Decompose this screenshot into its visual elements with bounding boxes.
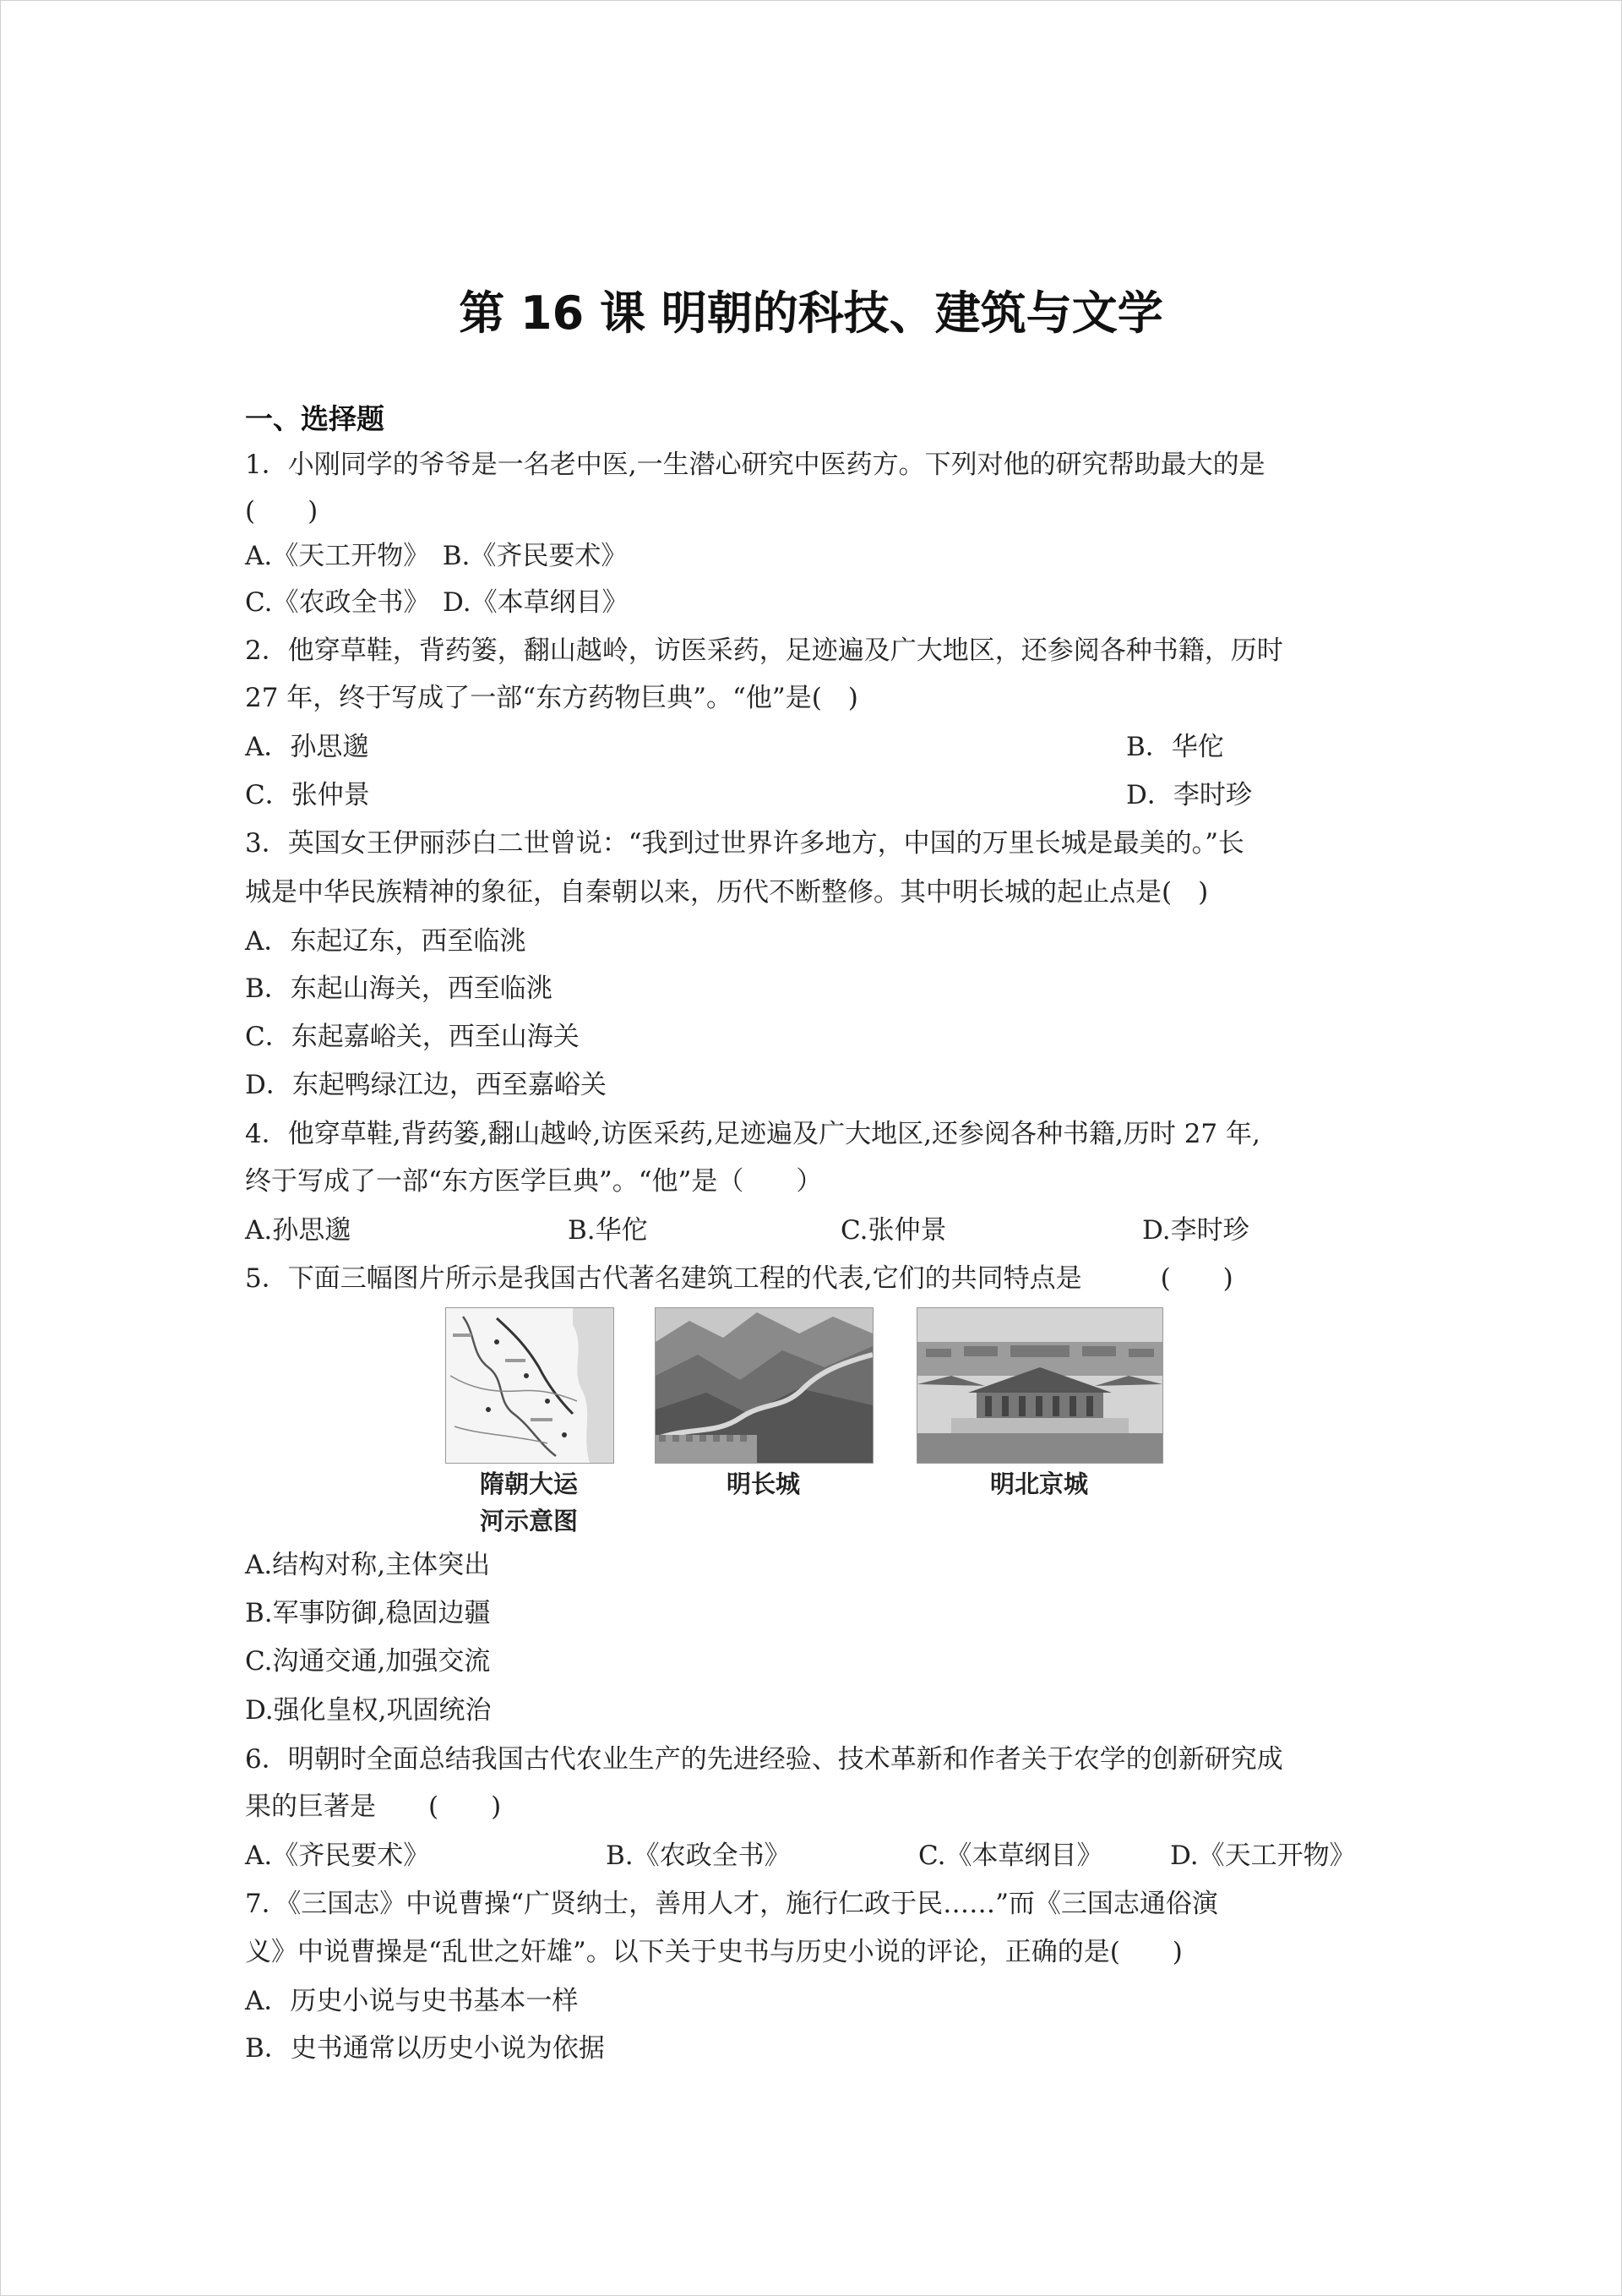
q6-option-d: D.《天工开物》 bbox=[1170, 1841, 1356, 1871]
q6-stem-line-2: 果的巨著是 ( ) bbox=[245, 1792, 502, 1822]
q3-stem-line-2: 城是中华民族精神的象征，自秦朝以来，历代不断整修。其中明长城的起止点是( ) bbox=[245, 877, 1209, 908]
q5-option-b: B.军事防御,稳固边疆 bbox=[245, 1598, 491, 1628]
q4-option-a: A.孙思邈 bbox=[245, 1215, 351, 1246]
great-wall-caption: 明长城 bbox=[726, 1470, 800, 1498]
q6-option-c: C.《本草纲目》 bbox=[918, 1841, 1103, 1871]
q2-stem-line-1: 2．他穿草鞋，背药篓，翻山越岭，访医采药，足迹遍及广大地区，还参阅各种书籍，历时 bbox=[245, 635, 1283, 666]
q2-option-d: D．李时珍 bbox=[1126, 780, 1252, 810]
q1-stem-line-1: 1．小刚同学的爷爷是一名老中医,一生潜心研究中医药方。下列对他的研究帮助最大的是 bbox=[245, 450, 1265, 480]
q4-option-c: C.张仲景 bbox=[841, 1215, 947, 1246]
q7-stem-line-1: 7．《三国志》中说曹操“广贤纳士，善用人才，施行仁政于民……”而《三国志通俗演 bbox=[245, 1889, 1218, 1919]
q1-options-line-1: A.《天工开物》 B.《齐民要术》 bbox=[245, 541, 628, 571]
q4-stem-line-1: 4．他穿草鞋,背药篓,翻山越岭,访医采药,足迹遍及广大地区,还参阅各种书籍,历时 27 年, bbox=[245, 1119, 1260, 1149]
q5-stem: 5．下面三幅图片所示是我国古代著名建筑工程的代表,它们的共同特点是 ( ) bbox=[245, 1263, 1233, 1294]
q3-stem-line-1: 3．英国女王伊丽莎白二世曾说：“我到过世界许多地方，中国的万里长城是最美的。”长 bbox=[245, 828, 1244, 859]
q7-stem-line-2: 义》中说曹操是“乱世之奸雄”。以下关于史书与历史小说的评论，正确的是( ) bbox=[245, 1937, 1183, 1967]
beijing-city-caption: 明北京城 bbox=[989, 1470, 1088, 1498]
beijing-city-photo bbox=[917, 1307, 1163, 1464]
q6-option-a: A.《齐民要术》 bbox=[245, 1841, 430, 1871]
q1-stem-line-2: ( ) bbox=[245, 496, 318, 526]
q7-option-b: B．史书通常以历史小说为依据 bbox=[245, 2033, 605, 2064]
page-title: 第 16 课 明朝的科技、建筑与文学 bbox=[459, 286, 1163, 340]
q1-options-line-2: C.《农政全书》 D.《本草纲目》 bbox=[245, 587, 629, 618]
q3-option-c: C．东起嘉峪关，西至山海关 bbox=[245, 1022, 580, 1052]
q2-option-b: B．华佗 bbox=[1126, 732, 1224, 762]
canal-map-caption-line-2: 河示意图 bbox=[479, 1507, 578, 1535]
q4-stem-line-2: 终于写成了一部“东方医学巨典”。“他”是（ ） bbox=[245, 1166, 823, 1197]
q2-stem-line-2: 27 年，终于写成了一部“东方药物巨典”。“他”是( ) bbox=[245, 683, 858, 713]
q6-option-b: B.《农政全书》 bbox=[606, 1841, 791, 1871]
canal-map-caption-line-1: 隋朝大运 bbox=[479, 1470, 578, 1498]
grand-canal-map-image bbox=[445, 1307, 614, 1464]
q5-option-d: D.强化皇权,巩固统治 bbox=[245, 1695, 492, 1726]
q2-option-a: A．孙思邈 bbox=[245, 732, 369, 762]
q5-option-c: C.沟通交通,加强交流 bbox=[245, 1646, 491, 1677]
q3-option-a: A．东起辽东，西至临洮 bbox=[245, 926, 526, 957]
q6-stem-line-1: 6．明朝时全面总结我国古代农业生产的先进经验、技术革新和作者关于农学的创新研究成 bbox=[245, 1744, 1283, 1775]
q3-option-d: D．东起鸭绿江边，西至嘉峪关 bbox=[245, 1070, 607, 1100]
q2-option-c: C．张仲景 bbox=[245, 780, 370, 810]
q4-option-d: D.李时珍 bbox=[1142, 1215, 1249, 1246]
great-wall-photo bbox=[655, 1307, 874, 1464]
section-heading: 一、选择题 bbox=[245, 402, 384, 435]
q5-option-a: A.结构对称,主体突出 bbox=[245, 1550, 491, 1580]
q3-option-b: B．东起山海关，西至临洮 bbox=[245, 973, 552, 1004]
q4-option-b: B.华佗 bbox=[568, 1215, 648, 1246]
q7-option-a: A．历史小说与史书基本一样 bbox=[245, 1986, 579, 2016]
